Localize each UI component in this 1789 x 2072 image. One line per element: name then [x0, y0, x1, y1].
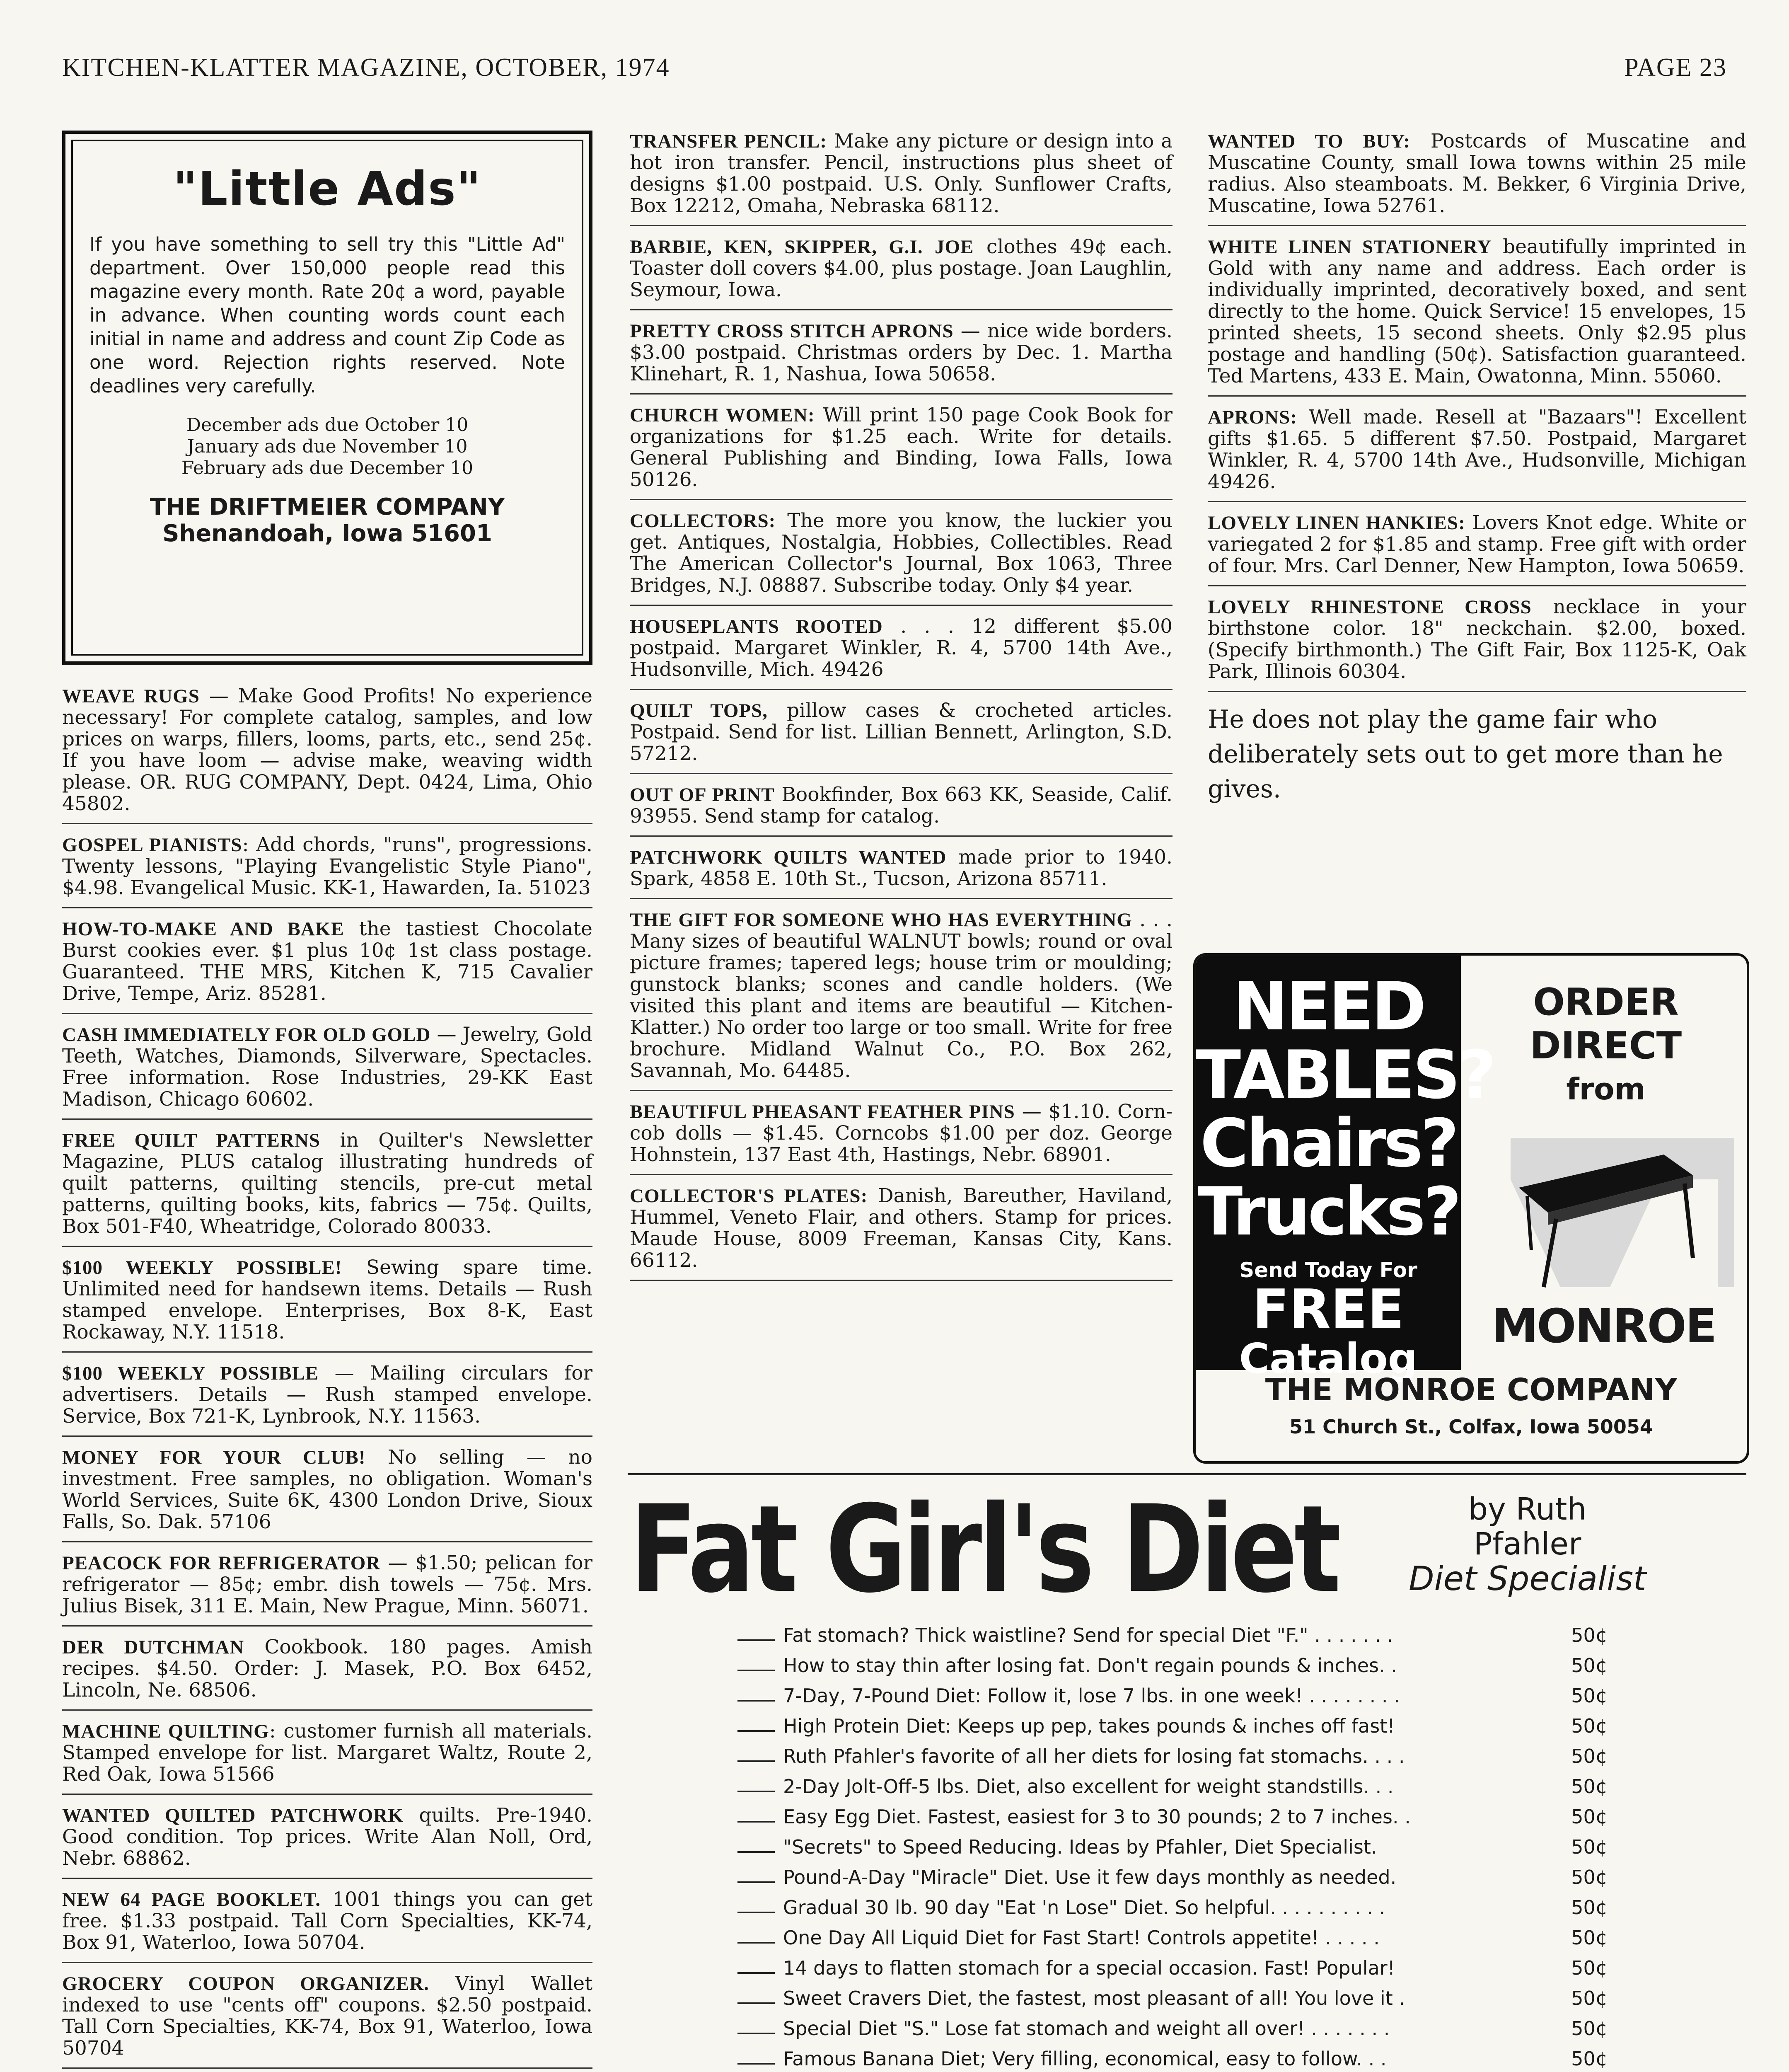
diet-item-text: Sweet Cravers Diet, the fastest, most pleasant of all! You love it .	[783, 1987, 1405, 2009]
ad-text: — Make Good Profits! No experience necessary! For complete catalog, samples, and low prices on warps, fillers, looms, parts, etc., send 25¢. If you have loom — advise make, weaving width please. OR. RUG COMPANY, Dept. 0424, Lima, Ohio 45802.	[62, 685, 592, 815]
classified-ad	[62, 1447, 592, 1542]
classified-ad	[62, 1552, 592, 1627]
diet-item-text: "Secrets" to Speed Reducing. Ideas by Pfahler, Diet Specialist.	[783, 1836, 1377, 1858]
diet-item-text: 2-Day Jolt-Off-5 lbs. Diet, also excellent for weight standstills. . .	[783, 1775, 1394, 1798]
ad-lead: HOW-TO-MAKE AND BAKE	[62, 918, 344, 940]
classified-ad	[1208, 407, 1746, 502]
monroe-address: 51 Church St., Colfax, Iowa 50054	[1289, 1416, 1653, 1438]
ad-lead: BARBIE, KEN, SKIPPER, G.I. JOE	[630, 236, 974, 258]
page-header	[62, 53, 1727, 82]
monroe-black-panel	[1196, 956, 1494, 1383]
quote: He does not play the game fair who deliberately sets out to get more than he gives.	[1208, 705, 1723, 804]
classified-list-2	[630, 131, 1173, 1281]
ad-text: Will print 150 page Cook Book for organizations for $1.25 each. Write for details. General Publishing and Binding, Iowa Falls, Iowa 50126.	[630, 404, 1173, 491]
monroe-line: TABLES?	[1196, 1036, 1494, 1113]
company-name: THE DRIFTMEIER COMPANY	[150, 494, 505, 520]
diet-item-price: 50¢	[1571, 1836, 1608, 1858]
ad-text: 1001 things you can get free. $1.33 postpaid. Tall Corn Specialties, KK-74, Box 91, Waterloo, Iowa 50704.	[62, 1888, 593, 1954]
classified-ad	[62, 1363, 592, 1437]
ad-text: — $1.50; pelican for refrigerator — 85¢; embr. dish towels — 75¢. Mrs. Julius Bisek, 311 E. Main, New Prague, Minn. 56071.	[62, 1552, 592, 1617]
ad-lead: WEAVE RUGS	[62, 685, 200, 707]
column-2	[630, 131, 1173, 1291]
diet-item-price: 50¢	[1571, 1775, 1608, 1798]
ad-lead: NEW 64 PAGE BOOKLET.	[62, 1889, 321, 1910]
monroe-ad	[1193, 953, 1749, 1464]
order-word: ORDER	[1533, 980, 1679, 1024]
ad-text: Make any picture or design into a hot iron transfer. Pencil, instructions plus sheet of designs $1.00 postpaid. U.S. Only. Sunflower Crafts, Box 12212, Omaha, Nebraska 68112.	[630, 130, 1173, 217]
diet-item[interactable]	[737, 2014, 1608, 2044]
diet-item-price: 50¢	[1571, 1685, 1608, 1707]
classified-ad	[630, 616, 1173, 690]
diet-item[interactable]	[737, 1862, 1608, 1893]
diet-item-price: 50¢	[1571, 2017, 1608, 2040]
classified-ad	[1208, 131, 1746, 226]
diet-item-text: Special Diet "S." Lose fat stomach and weight all over! . . . . . . .	[783, 2017, 1390, 2040]
ad-text: clothes 49¢ each. Toaster doll covers $4.00, plus postage. Joan Laughlin, Seymour, Iowa.	[630, 235, 1173, 301]
classified-ad	[62, 1257, 592, 1353]
little-ads-body: If you have something to sell try this "Little Ad" department. Over 150,000 people read this magazine every month. Rate 20¢ a word, payable in advance. When counting words count each initial in name and address and count Zip Code as one word. Rejection rights reserved. Note deadlines very carefully.	[89, 233, 565, 397]
diet-item[interactable]	[737, 1711, 1608, 1741]
classified-ad	[62, 1805, 592, 1879]
from-word: from	[1566, 1072, 1646, 1106]
ad-lead: LOVELY LINEN HANKIES:	[1208, 512, 1465, 534]
ad-text: Vinyl Wallet indexed to use "cents off" coupons. $2.50 postpaid. Tall Corn Specialties, KK-74, Box 91, Waterloo, Iowa 50704	[62, 1972, 592, 2060]
ad-text: . . . Many sizes of beautiful WALNUT bowls; round or oval picture frames; tapered legs; house trim or moulding; gunstock blanks; scones and candle holders. (We visited this plant and items are beautiful — Kitchen-Klatter.) No order too large or too small. Write for free brochure. Midland Walnut Co., P.O. Box 262, Savannah, Mo. 64485.	[630, 908, 1173, 1082]
ad-lead: DER DUTCHMAN	[62, 1636, 244, 1658]
diet-item[interactable]	[737, 1893, 1608, 1923]
diet-item[interactable]	[737, 1741, 1608, 1772]
diet-item-price: 50¢	[1571, 1896, 1608, 1919]
diet-item-price: 50¢	[1571, 1624, 1608, 1646]
diet-item-price: 50¢	[1571, 1654, 1608, 1677]
diet-item[interactable]	[737, 1772, 1608, 1802]
ad-lead: WANTED TO BUY:	[1208, 131, 1410, 152]
ad-lead: $100 WEEKLY POSSIBLE!	[62, 1257, 342, 1278]
monroe-company: THE MONROE COMPANY	[1265, 1372, 1678, 1408]
classified-ad	[62, 1130, 592, 1247]
classified-ad	[62, 918, 592, 1014]
diet-item-text: Easy Egg Diet. Fastest, easiest for 3 to 30 pounds; 2 to 7 inches. .	[783, 1806, 1411, 1828]
monroe-brand: MONROE	[1492, 1300, 1716, 1353]
classified-ad	[62, 1973, 592, 2069]
ad-text: : Add chords, "runs", progressions. Twenty lessons, "Playing Evangelistic Style Piano", $4.98. Evangelical Music. KK-1, Hawarden, Ia. 51023	[62, 833, 592, 899]
ad-lead: APRONS:	[1208, 407, 1297, 428]
ad-lead: WHITE LINEN STATIONERY	[1208, 236, 1492, 258]
classified-ad	[630, 909, 1173, 1091]
classified-ad	[1208, 512, 1746, 586]
company-address: Shenandoah, Iowa 51601	[162, 520, 492, 547]
classified-ad	[630, 700, 1173, 774]
ad-text: — Mailing circulars for advertisers. Details — Rush stamped envelope. Service, Box 721-K, Lynbrook, N.Y. 11563.	[62, 1362, 592, 1428]
diet-item-price: 50¢	[1571, 1715, 1608, 1737]
classified-ad	[630, 1101, 1173, 1175]
classified-ad	[62, 1024, 592, 1120]
diet-list	[737, 1620, 1608, 2072]
classified-ad	[62, 685, 592, 824]
deadline: February ads due December 10	[181, 457, 474, 479]
diet-item-text: Gradual 30 lb. 90 day "Eat 'n Lose" Diet. So helpful. . . . . . . . . .	[783, 1896, 1385, 1919]
ad-lead: LOVELY RHINESTONE CROSS	[1208, 596, 1532, 618]
diet-item-price: 50¢	[1571, 1745, 1608, 1767]
divider	[628, 1473, 1746, 1475]
diet-item-text: Ruth Pfahler's favorite of all her diets for losing fat stomachs. . . .	[783, 1745, 1405, 1767]
table-icon	[1486, 1130, 1734, 1304]
diet-item[interactable]	[737, 1620, 1608, 1651]
ad-lead: THE GIFT FOR SOMEONE WHO HAS EVERYTHING	[630, 909, 1132, 931]
diet-item-text: Fat stomach? Thick waistline? Send for special Diet "F." . . . . . . .	[783, 1624, 1393, 1646]
classified-list-1	[62, 685, 592, 2072]
classified-ad	[630, 320, 1173, 395]
ad-text: Sewing spare time. Unlimited need for handsewn items. Details — Rush stamped envelope. Enterprises, Box 8-K, East Rockaway, N.Y. 11518.	[62, 1256, 593, 1343]
ad-lead: MACHINE QUILTING	[62, 1721, 269, 1742]
diet-item[interactable]	[737, 1651, 1608, 1681]
ad-lead: PRETTY CROSS STITCH APRONS	[630, 320, 954, 342]
ad-text: The more you know, the luckier you get. Antiques, Nostalgia, Hobbies, Collectibles. Read The American Collector's Journal, Box 1063, Three Bridges, N.J. 08887. Subscribe today. Only $4 year.	[630, 509, 1173, 597]
classified-ad	[630, 784, 1173, 837]
ad-text: pillow cases & crocheted articles. Postpaid. Send for list. Lillian Bennett, Arlington, S.D. 57212.	[630, 699, 1173, 765]
diet-item[interactable]	[737, 1983, 1608, 2014]
classified-list-3	[1208, 131, 1746, 692]
diet-ad-header	[630, 1480, 1748, 1619]
ad-lead: COLLECTOR'S PLATES:	[630, 1185, 868, 1207]
column-3	[1208, 131, 1746, 806]
diet-item-price: 50¢	[1571, 1806, 1608, 1828]
diet-item-text: One Day All Liquid Diet for Fast Start! Controls appetite! . . . . .	[783, 1927, 1380, 1949]
ad-lead: OUT OF PRINT	[630, 784, 775, 806]
little-ads-box	[62, 131, 592, 665]
ad-text: Bookfinder, Box 663 KK, Seaside, Calif. 93955. Send stamp for catalog.	[630, 783, 1173, 828]
diet-item-price: 50¢	[1571, 1866, 1608, 1888]
little-ads-title: "Little Ads"	[173, 162, 482, 216]
role: Diet Specialist	[1409, 1559, 1646, 1598]
monroe-line: NEED	[1233, 968, 1424, 1045]
ad-lead: GOSPEL PIANISTS	[62, 834, 242, 856]
classified-ad	[62, 1721, 592, 1795]
ad-lead: TRANSFER PENCIL:	[630, 131, 827, 152]
diet-item[interactable]	[737, 1953, 1608, 1983]
ad-lead: CHURCH WOMEN:	[630, 404, 815, 426]
author: Pfahler	[1473, 1526, 1581, 1562]
monroe-line: Chairs?	[1200, 1104, 1457, 1182]
classified-ad	[630, 510, 1173, 606]
diet-item-text: 14 days to flatten stomach for a special occasion. Fast! Popular!	[783, 1957, 1395, 1979]
ad-lead: PEACOCK FOR REFRIGERATOR	[62, 1552, 381, 1574]
diet-item-text: 7-Day, 7-Pound Diet: Follow it, lose 7 lbs. in one week! . . . . . . . .	[783, 1685, 1400, 1707]
diet-item[interactable]	[737, 1681, 1608, 1711]
order-direct	[1469, 980, 1743, 1111]
classified-ad	[630, 236, 1173, 310]
diet-title: Fat Girl's Diet	[630, 1480, 1338, 1619]
direct-word: DIRECT	[1530, 1024, 1682, 1067]
ad-lead: MONEY FOR YOUR CLUB!	[62, 1447, 366, 1468]
diet-item-price: 50¢	[1571, 2048, 1608, 2070]
diet-item-text: How to stay thin after losing fat. Don't regain pounds & inches. .	[783, 1654, 1397, 1677]
classified-ad	[630, 847, 1173, 899]
ad-text: — nice wide borders. $3.00 postpaid. Christmas orders by Dec. 1. Martha Klinehart, R. 1, Nashua, Iowa 50658.	[630, 320, 1173, 385]
diet-item-price: 50¢	[1571, 1927, 1608, 1949]
diet-byline	[1409, 1492, 1646, 1597]
ad-text: : customer furnish all materials. Stamped envelope for list. Margaret Waltz, Route 2, Red Oak, Iowa 51566	[62, 1720, 592, 1786]
ad-text: in Quilter's Newsletter Magazine, PLUS catalog illustrating hundreds of quilt patterns, quilting stencils, pre-cut metal patterns, quilting books, kits, fabrics — 75¢. Quilts, Box 501-F40, Wheatridge, Colorado 80033.	[62, 1129, 592, 1238]
diet-item-text: High Protein Diet: Keeps up pep, takes pounds & inches off fast!	[783, 1715, 1395, 1737]
ad-text: No selling — no investment. Free samples, no obligation. Woman's World Services, Suite 6K, 4300 London Drive, Sioux Falls, So. Dak. 57106	[62, 1446, 592, 1533]
classified-ad	[630, 1185, 1173, 1281]
ad-lead: PATCHWORK QUILTS WANTED	[630, 847, 947, 868]
classified-ad	[630, 131, 1173, 226]
monroe-free: FREE	[1252, 1278, 1405, 1341]
ad-lead: GROCERY COUPON ORGANIZER.	[62, 1973, 429, 1995]
monroe-send: Send Today For	[1239, 1258, 1417, 1282]
ad-text: Well made. Resell at "Bazaars"! Excellent gifts $1.65. 5 different $7.50. Postpaid, Margaret Winkler, R. 4, 5700 14th Ave., Hudsonville, Michigan 49426.	[1208, 406, 1746, 493]
classified-ad	[62, 834, 592, 908]
diet-item-text: Pound-A-Day "Miracle" Diet. Use it few days monthly as needed.	[783, 1866, 1397, 1888]
ad-lead: QUILT TOPS,	[630, 700, 768, 721]
ad-text: Postcards of Muscatine and Muscatine County, small Iowa towns within 25 mile radius. Also steamboats. M. Bekker, 6 Virginia Drive, Muscatine, Iowa 52761.	[1208, 130, 1747, 217]
ad-text: Lovers Knot edge. White or variegated 2 for $1.85 and stamp. Free gift with order of four. Mrs. Carl Denner, New Hampton, Iowa 50659.	[1208, 511, 1747, 577]
deadline: December ads due October 10	[186, 414, 469, 436]
classified-ad	[62, 1889, 592, 1963]
classified-ad	[630, 404, 1173, 500]
classified-ad	[1208, 236, 1746, 397]
diet-item[interactable]	[737, 1923, 1608, 1953]
monroe-line: Trucks?	[1197, 1173, 1459, 1250]
ad-lead: CASH IMMEDIATELY FOR OLD GOLD	[62, 1024, 431, 1046]
diet-item[interactable]	[737, 1832, 1608, 1862]
classified-ad	[62, 1636, 592, 1711]
ad-text: — $1.10. Corn-cob dolls — $1.45. Corncobs $1.00 per doz. George Hohnstein, 137 East 4th, Hastings, Nebr. 68901.	[630, 1100, 1173, 1166]
diet-item[interactable]	[737, 2044, 1608, 2072]
ad-text: beautifully imprinted in Gold with any name and address. Each order is individually imprinted, decoratively boxed, and sent directly to the home. Quick Service! 15 envelopes, 15 printed sheets, 15 second sheets. Only $2.95 plus postage and handling (50¢). Satisfaction guaranteed. Ted Martens, 433 E. Main, Owatonna, Minn. 55060.	[1208, 235, 1746, 387]
deadline: January ads due November 10	[187, 436, 468, 457]
deadlines	[89, 414, 565, 479]
ad-text: made prior to 1940. Spark, 4858 E. 10th St., Tucson, Arizona 85711.	[630, 846, 1173, 890]
ad-text: necklace in your birthstone color. 18" neckchain. $2.00, boxed. (Specify birthmonth.) The Gift Fair, Box 1125-K, Oak Park, Illinois 60304.	[1208, 595, 1746, 683]
diet-item-price: 50¢	[1571, 1957, 1608, 1979]
diet-item[interactable]	[737, 1802, 1608, 1832]
ad-text: the tastiest Chocolate Burst cookies ever. $1 plus 10¢ 1st class postage. Guaranteed. THE MRS, Kitchen K, 715 Cavalier Drive, Tempe, Ariz. 85281.	[62, 917, 592, 1005]
ad-text: Cookbook. 180 pages. Amish recipes. $4.50. Order: J. Masek, P.O. Box 6452, Lincoln, Ne. 68506.	[62, 1636, 592, 1702]
ad-lead: COLLECTORS:	[630, 510, 776, 532]
ad-lead: FREE QUILT PATTERNS	[62, 1130, 320, 1151]
ad-lead: WANTED QUILTED PATCHWORK	[62, 1805, 404, 1826]
page-number: PAGE 23	[1624, 53, 1727, 82]
diet-item-price: 50¢	[1571, 1987, 1608, 2009]
ad-text: — Jewelry, Gold Teeth, Watches, Diamonds, Silverware, Spectacles. Free information. Rose Industries, 29-KK East Madison, Chicago 60602.	[62, 1023, 592, 1111]
magazine-title: KITCHEN-KLATTER MAGAZINE, OCTOBER, 1974	[62, 53, 670, 82]
ad-text: Danish, Bareuther, Haviland, Hummel, Veneto Flair, and others. Stamp for prices. Maude House, 8009 Freeman, Kansas City, Kans. 66112.	[630, 1184, 1173, 1272]
column-1	[62, 131, 592, 2072]
ad-lead: HOUSEPLANTS ROOTED	[630, 616, 883, 637]
diet-item-text: Famous Banana Diet; Very filling, economical, easy to follow. . .	[783, 2048, 1387, 2070]
ad-text: . . . 12 different $5.00 postpaid. Margaret Winkler, R. 4, 5700 14th Ave., Hudsonville, Mich. 49426	[630, 615, 1173, 681]
by-label: by Ruth	[1468, 1491, 1587, 1527]
ad-lead: BEAUTIFUL PHEASANT FEATHER PINS	[630, 1101, 1015, 1123]
ad-lead: $100 WEEKLY POSSIBLE	[62, 1363, 319, 1384]
classified-ad	[1208, 596, 1746, 692]
monroe-catalog: Catalog	[1239, 1334, 1418, 1383]
ad-text: quilts. Pre-1940. Good condition. Top prices. Write Alan Noll, Ord, Nebr. 68862.	[62, 1804, 592, 1870]
